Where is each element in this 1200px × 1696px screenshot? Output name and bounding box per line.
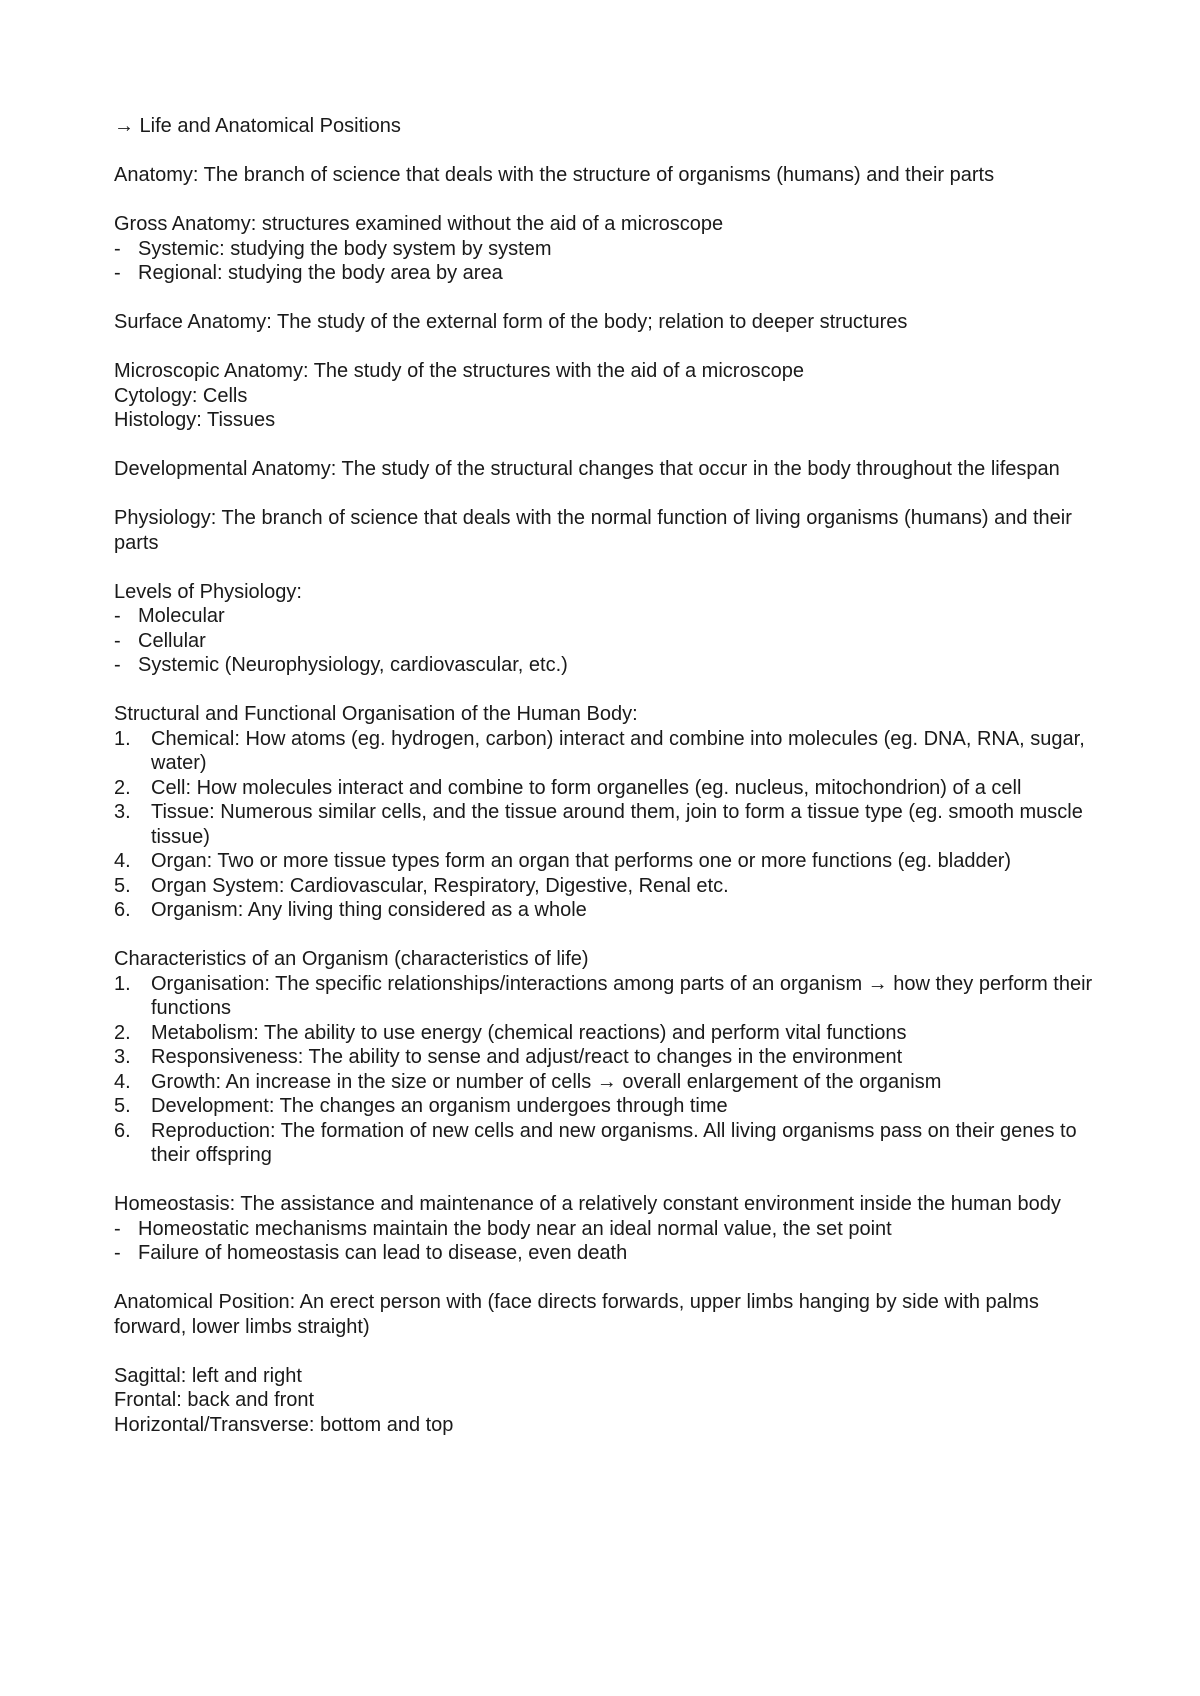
dash-marker: - <box>114 1242 121 1264</box>
page-title: → Life and Anatomical Positions <box>114 115 401 137</box>
list-item-text: Systemic (Neurophysiology, cardiovascular, etc.) <box>138 654 568 676</box>
anatomy-definition: Anatomy: The branch of science that deals with the structure of organisms (humans) and their parts <box>114 164 995 186</box>
number-marker: 5. <box>114 1095 131 1117</box>
list-item <box>114 727 1114 776</box>
list-item <box>114 972 1114 1021</box>
list-item-text: Metabolism: The ability to use energy (chemical reactions) and perform vital functions <box>151 1021 907 1044</box>
list-item-text: Regional: studying the body area by area <box>138 262 503 284</box>
list-item-text: Organ: Two or more tissue types form an organ that performs one or more functions (eg. bladder) <box>151 850 1012 872</box>
number-marker: 2. <box>114 776 131 799</box>
dash-marker: - <box>114 262 121 284</box>
list-item <box>114 1070 1114 1095</box>
sagittal-plane: Sagittal: left and right <box>114 1364 302 1387</box>
list-item <box>114 261 1114 286</box>
gross-anatomy-heading: Gross Anatomy: structures examined without the aid of a microscope <box>114 213 724 235</box>
microscopic-anatomy-heading: Microscopic Anatomy: The study of the structures with the aid of a microscope <box>114 360 804 382</box>
homeostasis-list <box>114 1217 1114 1266</box>
list-item <box>114 1045 1114 1070</box>
list-item-text: Tissue: Numerous similar cells, and the tissue around them, join to form a tissue type (eg. smooth muscle tissue) <box>151 801 1083 848</box>
number-marker: 4. <box>114 1070 131 1093</box>
list-item-text: Cell: How molecules interact and combine to form organelles (eg. nucleus, mitochondrion) of a cell <box>151 776 1022 799</box>
organisation-heading: Structural and Functional Organisation of the Human Body: <box>114 703 638 725</box>
list-item-text: Organisation: The specific relationships/interactions among parts of an organism → how they perform their functions <box>151 972 1093 1019</box>
list-item-text: Growth: An increase in the size or number of cells → overall enlargement of the organism <box>151 1070 942 1093</box>
number-marker: 5. <box>114 874 131 897</box>
list-item-text: Chemical: How atoms (eg. hydrogen, carbon) interact and combine into molecules (eg. DNA, RNA, sugar, water) <box>151 727 1085 774</box>
cytology-line: Cytology: Cells <box>114 384 248 407</box>
list-item <box>114 800 1114 849</box>
list-item-text: Organ System: Cardiovascular, Respiratory, Digestive, Renal etc. <box>151 874 729 897</box>
number-marker: 3. <box>114 801 131 823</box>
number-marker: 1. <box>114 727 131 750</box>
organisation-list <box>114 727 1114 923</box>
number-marker: 1. <box>114 972 131 995</box>
number-marker: 2. <box>114 1021 131 1044</box>
list-item <box>114 1119 1114 1168</box>
anatomical-position-definition: Anatomical Position: An erect person with (face directs forwards, upper limbs hanging by side with palms forward, lower limbs straight) <box>114 1291 1039 1338</box>
list-item-text: Responsiveness: The ability to sense and adjust/react to changes in the environment <box>151 1046 903 1068</box>
characteristics-list <box>114 972 1114 1168</box>
homeostasis-heading: Homeostasis: The assistance and maintenance of a relatively constant environment inside the human body <box>114 1193 1061 1215</box>
dash-marker: - <box>114 629 121 652</box>
list-item <box>114 1021 1114 1046</box>
list-item-text: Reproduction: The formation of new cells and new organisms. All living organisms pass on their genes to their offspring <box>151 1119 1077 1166</box>
list-item <box>114 604 1114 629</box>
list-item <box>114 1094 1114 1119</box>
list-item-text: Systemic: studying the body system by system <box>138 237 552 260</box>
list-item <box>114 237 1114 262</box>
dash-marker: - <box>114 654 121 676</box>
list-item <box>114 653 1114 678</box>
document-page <box>114 114 1114 1462</box>
number-marker: 4. <box>114 850 131 872</box>
levels-of-physiology-section <box>114 580 1114 678</box>
list-item-text: Molecular <box>138 605 225 627</box>
number-marker: 6. <box>114 1119 131 1142</box>
number-marker: 6. <box>114 899 131 921</box>
planes-section <box>114 1364 1114 1438</box>
levels-list <box>114 604 1114 678</box>
gross-anatomy-list <box>114 237 1114 286</box>
number-marker: 3. <box>114 1046 131 1068</box>
organisation-section <box>114 702 1114 923</box>
microscopic-anatomy-section <box>114 359 1114 433</box>
list-item-text: Development: The changes an organism undergoes through time <box>151 1095 728 1117</box>
physiology-definition: Physiology: The branch of science that deals with the normal function of living organisms (humans) and their parts <box>114 507 1072 554</box>
list-item-text: Homeostatic mechanisms maintain the body near an ideal normal value, the set point <box>138 1217 892 1240</box>
levels-heading: Levels of Physiology: <box>114 580 302 603</box>
horizontal-plane: Horizontal/Transverse: bottom and top <box>114 1413 454 1436</box>
surface-anatomy-definition: Surface Anatomy: The study of the external form of the body; relation to deeper structures <box>114 311 908 333</box>
list-item <box>114 874 1114 899</box>
list-item <box>114 1217 1114 1242</box>
list-item-text: Failure of homeostasis can lead to disease, even death <box>138 1242 628 1264</box>
list-item-text: Cellular <box>138 629 206 652</box>
list-item <box>114 898 1114 923</box>
dash-marker: - <box>114 237 121 260</box>
homeostasis-section <box>114 1192 1114 1266</box>
gross-anatomy-section <box>114 212 1114 286</box>
list-item <box>114 776 1114 801</box>
list-item <box>114 849 1114 874</box>
characteristics-section <box>114 947 1114 1168</box>
developmental-anatomy-definition: Developmental Anatomy: The study of the structural changes that occur in the body throughout the lifespan <box>114 458 1060 480</box>
histology-line: Histology: Tissues <box>114 409 276 431</box>
dash-marker: - <box>114 605 121 627</box>
list-item-text: Organism: Any living thing considered as a whole <box>151 899 587 921</box>
list-item <box>114 1241 1114 1266</box>
list-item <box>114 629 1114 654</box>
dash-marker: - <box>114 1217 121 1240</box>
frontal-plane: Frontal: back and front <box>114 1389 315 1411</box>
characteristics-heading: Characteristics of an Organism (characteristics of life) <box>114 948 589 970</box>
